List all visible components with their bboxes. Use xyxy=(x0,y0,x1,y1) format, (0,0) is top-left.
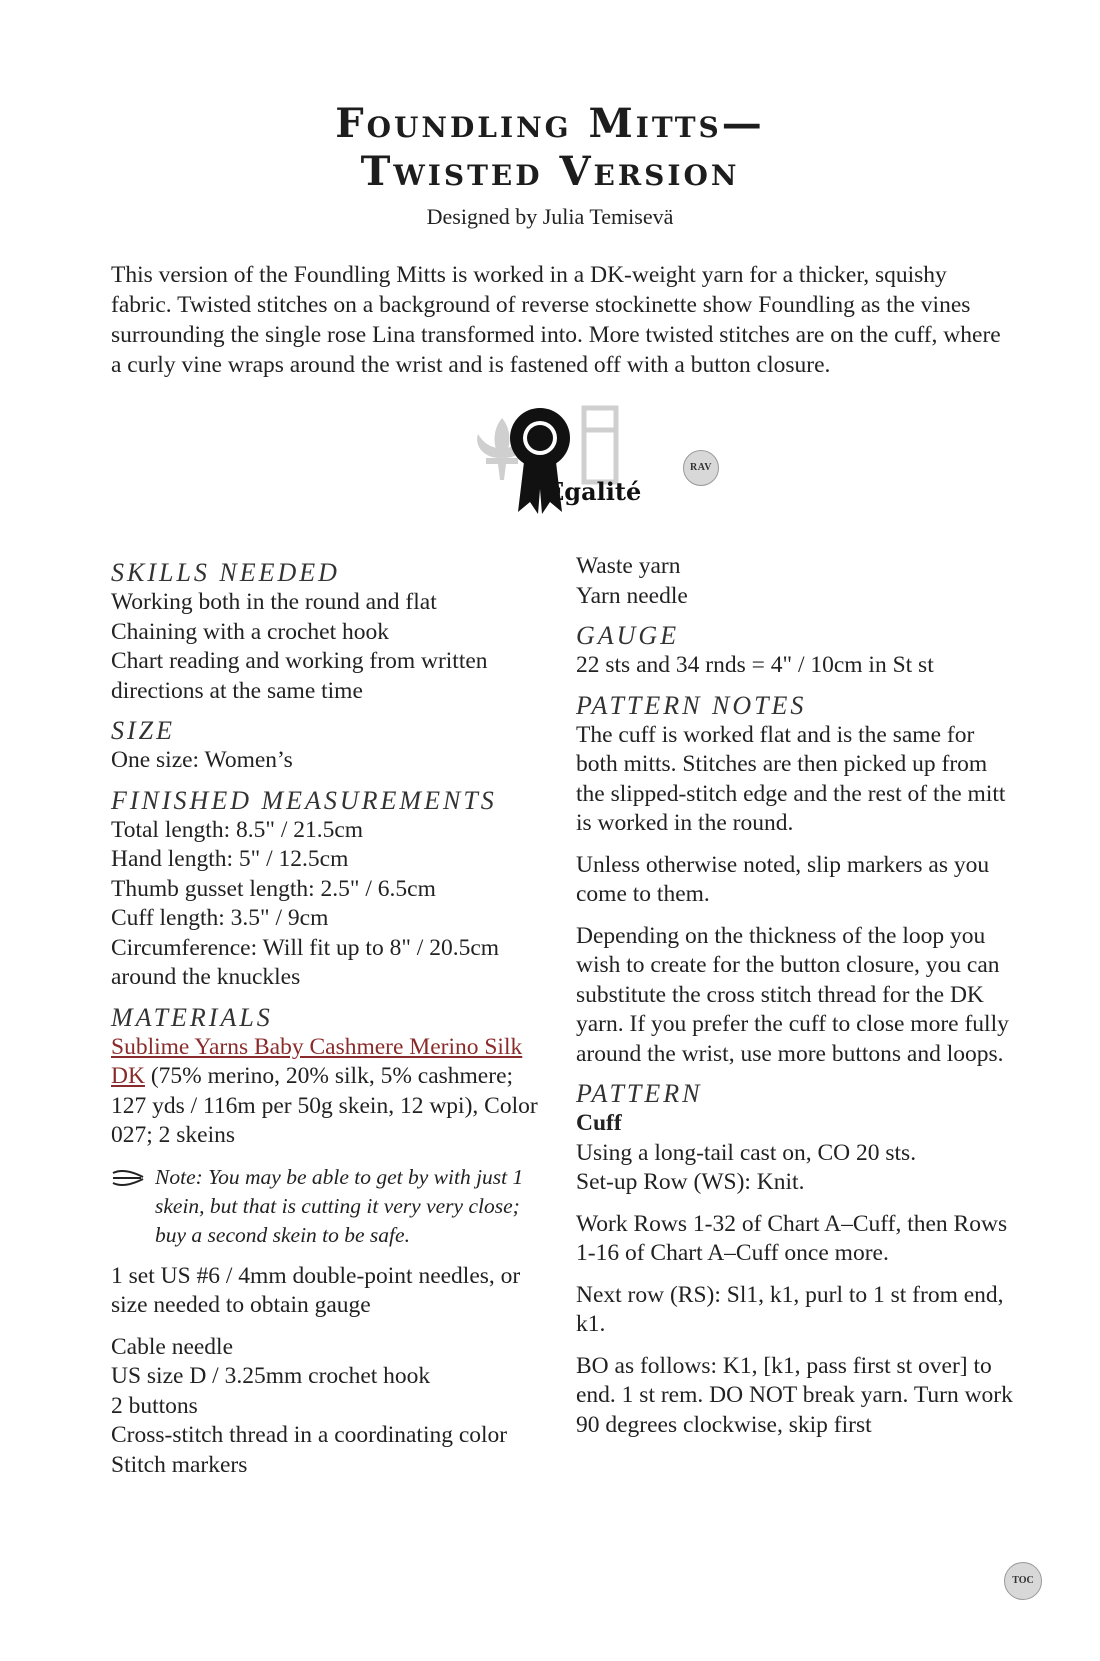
gauge-value: 22 sts and 34 rnds = 4" / 10cm in St st xyxy=(576,652,934,678)
pattern-note: Depending on the thickness of the loop you wish to create for the button closure, you can substitute the cross stitch thread for the DK yarn. If you prefer the cuff to close more fully around the wrist, use more buttons and loops. xyxy=(576,922,1009,1067)
cuff-step: Work Rows 1-32 of Chart A–Cuff, then Rows 1-16 of Chart A–Cuff once more. xyxy=(576,1210,1008,1266)
toc-button[interactable]: TOC xyxy=(1004,1562,1042,1600)
page-title xyxy=(0,100,1100,196)
list-item: Cross-stitch thread in a coordinating color xyxy=(111,1422,508,1448)
pattern-notes-heading: PATTERN NOTES xyxy=(576,690,807,720)
cuff-step: BO as follows: K1, [k1, pass first st over] to end. 1 st rem. DO NOT break yarn. Turn work 90 degrees clockwise, skip first xyxy=(576,1352,1013,1438)
list-item: Stitch markers xyxy=(111,1451,248,1478)
list-item: Waste yarn xyxy=(576,553,681,579)
materials-heading: MATERIALS xyxy=(111,1002,273,1032)
list-item: Chaining with a crochet hook xyxy=(111,618,390,645)
intro-paragraph: This version of the Foundling Mitts is worked in a DK-weight yarn for a thicker, squishy fabric. Twisted stitches on a background of reverse stockinette show Foundling as the vines surrounding the single rose Lina transformed into. More twisted stitches are on the cuff, where a curly vine wraps around the wrist and is fastened off with a button closure. xyxy=(111,262,1001,378)
guillotine-icon xyxy=(584,408,616,482)
left-column xyxy=(111,558,541,1480)
cuff-step: Next row (RS): Sl1, k1, purl to 1 st from end, k1. xyxy=(576,1281,1004,1337)
title-line-2: Twisted Version xyxy=(360,148,740,195)
pattern-heading: PATTERN xyxy=(576,1079,703,1108)
list-item: Cuff length: 3.5" / 9cm xyxy=(111,905,329,931)
right-column xyxy=(576,552,1016,1440)
ravelry-button[interactable]: RAV xyxy=(683,450,719,486)
title-line-1: Foundling Mitts— xyxy=(335,100,765,147)
list-item: US size D / 3.25mm crochet hook xyxy=(111,1363,431,1389)
notions-continued xyxy=(576,552,1016,611)
size-value: One size: Women’s xyxy=(111,747,293,773)
pattern-note: Unless otherwise noted, slip markers as you come to them. xyxy=(576,851,990,907)
list-item: 2 buttons xyxy=(111,1392,198,1419)
list-item: Thumb gusset length: 2.5" / 6.5cm xyxy=(111,875,436,902)
measurements-list xyxy=(111,816,541,993)
yarn-details: (75% merino, 20% silk, 5% cashmere; 127 yds / 116m per 50g skein, 12 wpi), Color 027; 2 skeins xyxy=(111,1063,538,1148)
list-item: Hand length: 5" / 12.5cm xyxy=(111,846,349,872)
list-item: Total length: 8.5" / 21.5cm xyxy=(111,816,364,843)
yarn-description xyxy=(111,1033,541,1151)
list-item: Set-up Row (WS): Knit. xyxy=(576,1169,805,1195)
designer-credit: Designed by Julia Temisevä xyxy=(426,204,674,229)
list-item: Working both in the round and flat xyxy=(111,589,437,615)
pointing-hand-icon xyxy=(111,1167,145,1189)
list-item: Cable needle xyxy=(111,1333,234,1360)
list-item: Yarn needle xyxy=(576,582,688,609)
list-item: Circumference: Will fit up to 8" / 20.5cm around the knuckles xyxy=(111,934,500,990)
skills-heading: SKILLS NEEDED xyxy=(111,558,340,587)
notions-list xyxy=(111,1333,541,1481)
cuff-heading: Cuff xyxy=(576,1110,622,1136)
list-item: Using a long-tail cast on, CO 20 sts. xyxy=(576,1139,917,1166)
yarn-note xyxy=(111,1163,541,1250)
pattern-note: The cuff is worked flat and is the same for both mitts. Stitches are then picked up from the slipped-stitch edge and the rest of the mitt is worked in the round. xyxy=(576,721,1006,836)
needles-text: 1 set US #6 / 4mm double-point needles, or size needed to obtain gauge xyxy=(111,1262,521,1318)
list-item: Chart reading and working from written directions at the same time xyxy=(111,648,488,704)
gauge-heading: GAUGE xyxy=(576,621,680,650)
finished-measurements-heading: FINISHED MEASUREMENTS xyxy=(111,785,497,815)
egalite-label: Egalité xyxy=(546,477,642,506)
size-heading: SIZE xyxy=(111,716,175,745)
note-text: Note: You may be able to get by with just 1 skein, but that is cutting it very very close; buy a second skein to be safe. xyxy=(155,1164,524,1247)
skills-list xyxy=(111,588,541,706)
cuff-step xyxy=(576,1139,1016,1198)
yarn-link[interactable]: Sublime Yarns Baby Cashmere Merino Silk DK xyxy=(111,1033,523,1089)
